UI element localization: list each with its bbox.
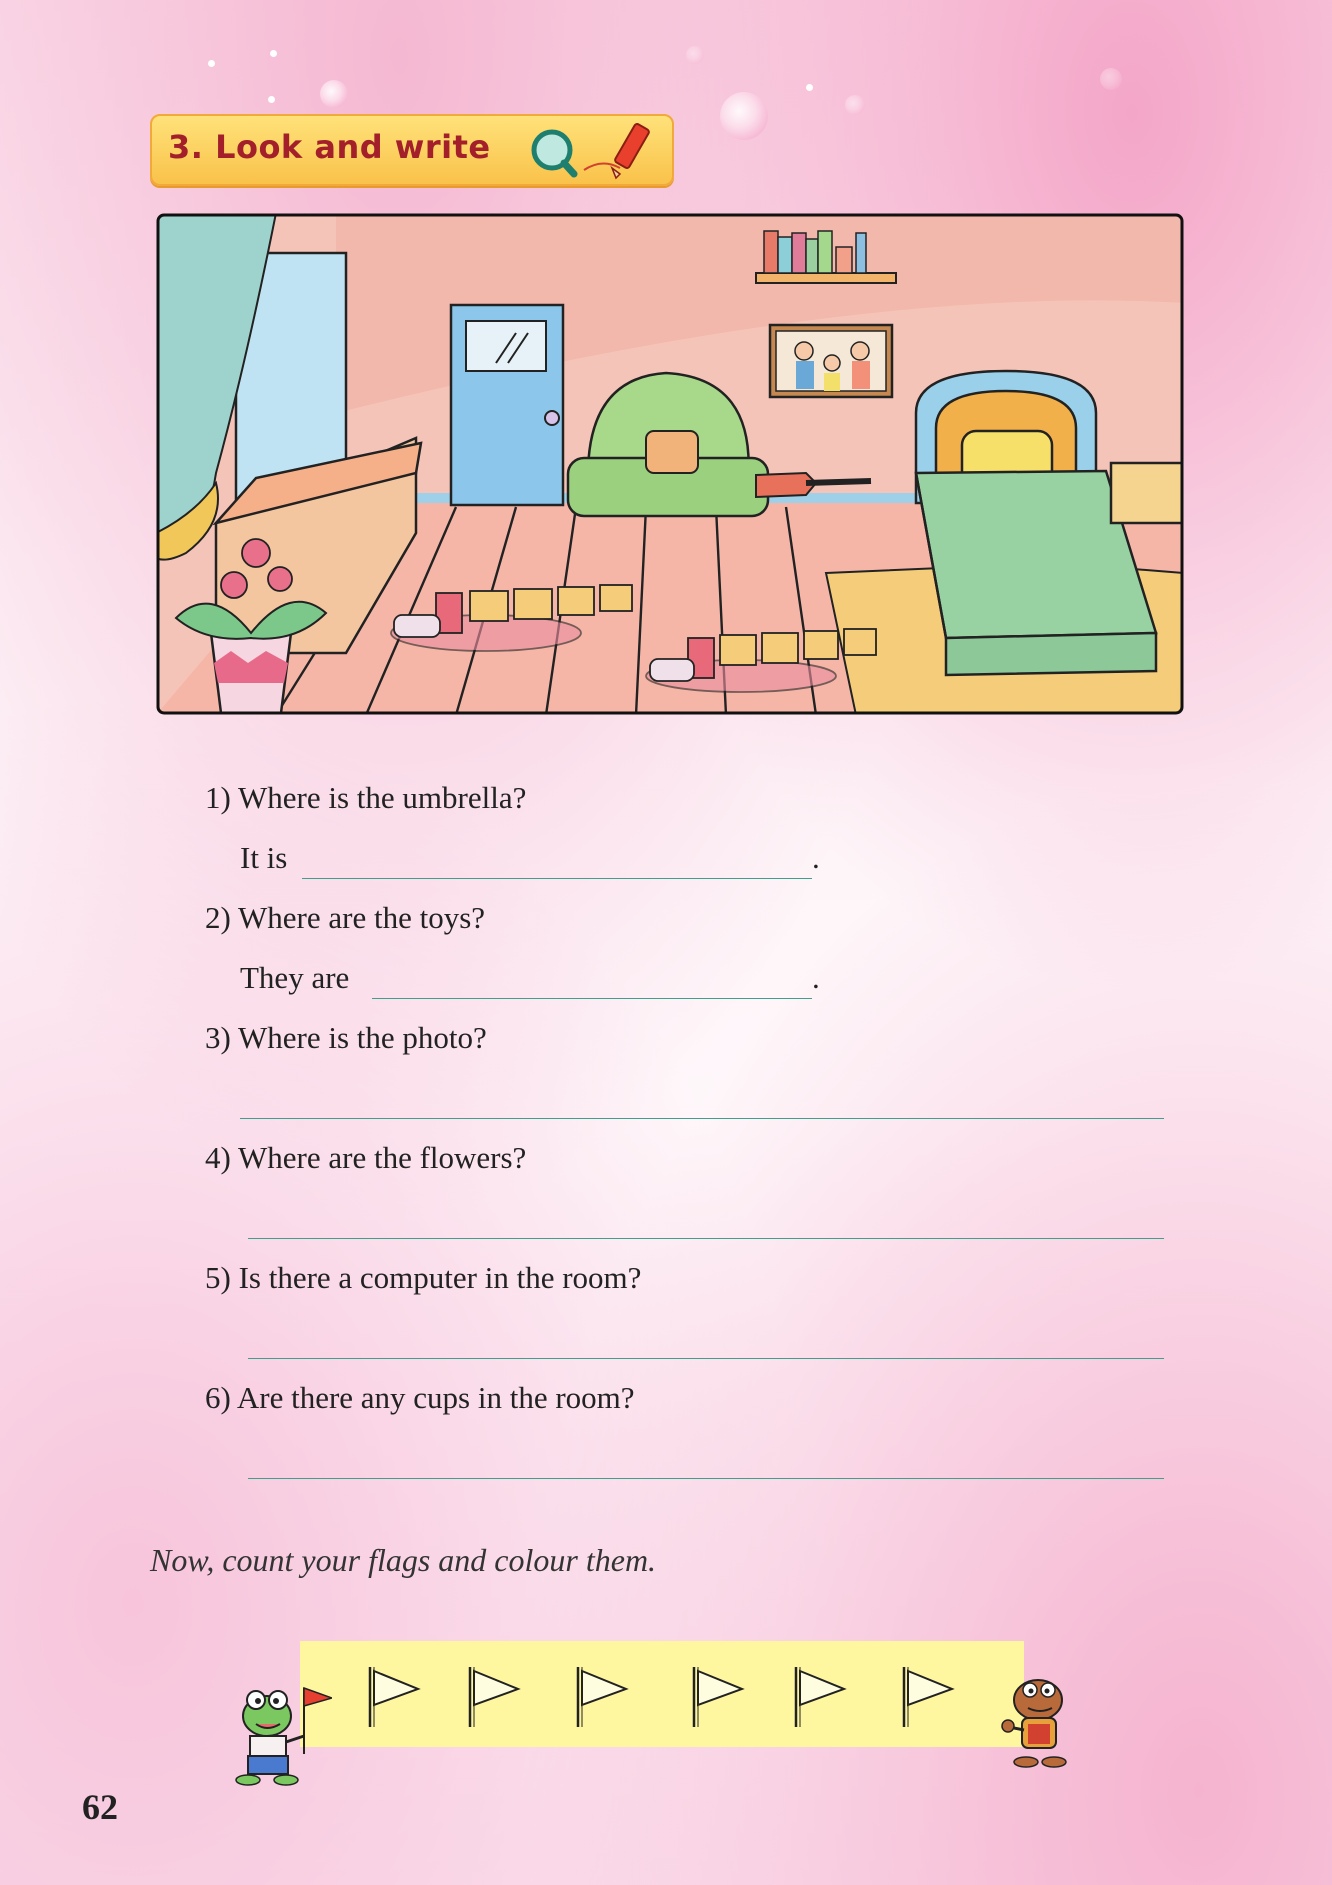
sparkle-dot <box>208 60 215 67</box>
flag-icon[interactable] <box>574 1665 630 1734</box>
question-4-text: 4) Where are the flowers? <box>205 1140 527 1175</box>
bubble-decoration <box>1100 68 1122 90</box>
sparkle-dot <box>268 96 275 103</box>
bubble-decoration <box>686 46 704 64</box>
flag-icon[interactable] <box>792 1665 848 1734</box>
bubble-decoration <box>720 92 768 140</box>
flag-icon[interactable] <box>366 1665 422 1734</box>
answer-3-line[interactable] <box>240 1118 1164 1119</box>
title-icons <box>512 118 672 187</box>
flag-icon[interactable] <box>690 1665 746 1734</box>
answer-4-line[interactable] <box>248 1238 1164 1239</box>
answer-1-prefix: It is <box>240 840 288 875</box>
section-title: 3. Look and write <box>168 128 491 166</box>
flag-icon[interactable] <box>900 1665 956 1734</box>
magnifier-pencil-icon <box>512 118 672 182</box>
flag-icon[interactable] <box>466 1665 522 1734</box>
flag-instruction: Now, count your flags and colour them. <box>150 1542 657 1578</box>
answer-1-period: . <box>812 840 820 875</box>
frog-character-icon <box>222 1676 332 1791</box>
question-6-text: 6) Are there any cups in the room? <box>205 1380 635 1415</box>
question-3-text: 3) Where is the photo? <box>205 1020 487 1055</box>
page-number: 62 <box>82 1787 118 1827</box>
flag-strip <box>300 1641 1024 1747</box>
bubble-decoration <box>320 80 348 108</box>
answer-2-period: . <box>812 960 820 995</box>
answer-1-line[interactable] <box>302 878 812 879</box>
section-title-banner <box>150 114 674 186</box>
question-2-text: 2) Where are the toys? <box>205 900 486 935</box>
question-5-text: 5) Is there a computer in the room? <box>205 1260 642 1295</box>
answer-2-prefix: They are <box>240 960 350 995</box>
bedroom-scene-picture <box>156 213 1184 715</box>
question-1-text: 1) Where is the umbrella? <box>205 780 527 815</box>
sparkle-dot <box>270 50 277 57</box>
bedroom-illustration <box>156 213 1184 715</box>
bubble-decoration <box>845 95 865 115</box>
answer-5-line[interactable] <box>248 1358 1164 1359</box>
sparkle-dot <box>806 84 813 91</box>
toad-character-icon <box>998 1670 1078 1775</box>
answer-6-line[interactable] <box>248 1478 1164 1479</box>
answer-2-line[interactable] <box>372 998 812 999</box>
